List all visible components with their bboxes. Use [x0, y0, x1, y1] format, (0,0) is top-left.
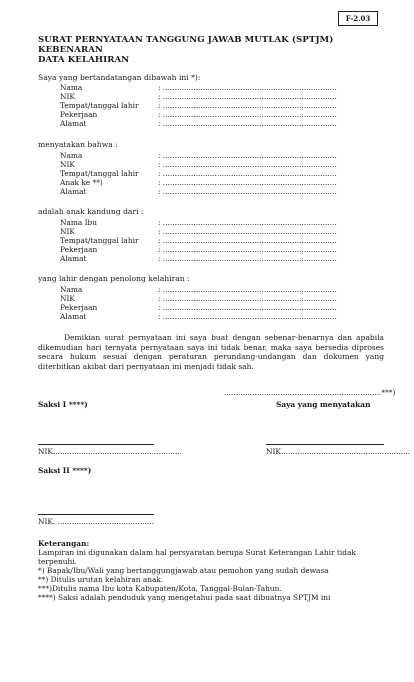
- signature-line-declarant: [266, 444, 384, 445]
- field-label: Alamat: [60, 119, 87, 128]
- fill-dots: : ..........................................................................: [158, 218, 337, 227]
- section-3-heading: adalah anak kandung dari :: [38, 207, 144, 216]
- notes-line: **) Ditulis urutan kelahiran anak.: [38, 575, 164, 584]
- fill-dots: : ..........................................................................: [158, 178, 337, 187]
- notes-line: ****) Saksi adalah penduduk yang mengetahui pada saat dibuatnya SPTJM ini: [38, 593, 331, 602]
- notes-line: *) Bapak/Ibu/Wali yang bertanggungjawab atau pemohon yang sudah dewasa: [38, 566, 329, 575]
- saksi-2-label: Saksi II ****): [38, 466, 92, 475]
- nik-declarant: NIK.......................................................: [266, 447, 411, 456]
- nik-saksi-2: NIK. .........................................: [38, 517, 154, 526]
- document-title: [38, 35, 378, 65]
- field-label: NIK: [60, 227, 75, 236]
- field-label: Alamat: [60, 187, 87, 196]
- fill-dots: : ..........................................................................: [158, 101, 337, 110]
- place-date-line: ...................................................................***): [224, 388, 396, 397]
- form-code-box: F-2.03: [338, 11, 378, 26]
- field-label: Nama Ibu: [60, 218, 98, 227]
- notes-heading: Keterangan:: [38, 539, 90, 548]
- fill-dots: : ..........................................................................: [158, 119, 337, 128]
- field-label: Nama: [60, 151, 83, 160]
- field-label: NIK: [60, 294, 75, 303]
- fill-dots: : ..........................................................................: [158, 236, 337, 245]
- notes-line: ***)Ditulis nama Ibu kota Kabupaten/Kota, Tanggal-Bulan-Tahun.: [38, 584, 282, 593]
- fill-dots: : ..........................................................................: [158, 92, 337, 101]
- section-2-heading: menyatakan bahwa :: [38, 140, 118, 149]
- fill-dots: : ..........................................................................: [158, 227, 337, 236]
- fill-dots: : ..........................................................................: [158, 187, 337, 196]
- statement-paragraph: Demikian surat pernyataan ini saya buat dengan sebenar-benarnya dan apabila dikemudian hari ternyata pernyataan saya ini tidak benar, maka saya bersedia diproses secara hukum sesuai dengan peraturan perundang-undangan dan dokumen yang diterbitkan akibat dari pernyataan ini menjadi tidak sah.: [38, 333, 384, 371]
- fill-dots: : ..........................................................................: [158, 110, 337, 119]
- field-label: Anak ke **): [60, 178, 103, 187]
- field-label: Tempat/tanggal lahir: [60, 236, 139, 245]
- declarant-label: Saya yang menyatakan: [276, 400, 371, 409]
- field-label: Pekerjaan: [60, 303, 98, 312]
- field-label: Tempat/tanggal lahir: [60, 101, 139, 110]
- section-4-heading: yang lahir dengan penolong kelahiran :: [38, 274, 190, 283]
- field-label: Nama: [60, 285, 83, 294]
- fill-dots: : ..........................................................................: [158, 160, 337, 169]
- fill-dots: : ..........................................................................: [158, 245, 337, 254]
- fill-dots: : ..........................................................................: [158, 254, 337, 263]
- field-label: Pekerjaan: [60, 245, 98, 254]
- title-line-2: DATA KELAHIRAN: [38, 55, 130, 65]
- field-label: NIK: [60, 92, 75, 101]
- field-label: Alamat: [60, 254, 87, 263]
- fill-dots: : ..........................................................................: [158, 151, 337, 160]
- title-line-1: SURAT PERNYATAAN TANGGUNG JAWAB MUTLAK (SPTJM) KEBENARAN: [38, 35, 334, 55]
- saksi-1-label: Saksi I ****): [38, 400, 88, 409]
- fill-dots: : ..........................................................................: [158, 303, 337, 312]
- section-1-heading: Saya yang bertandatangan dibawah ini *):: [38, 73, 201, 82]
- field-label: NIK: [60, 160, 75, 169]
- field-label: Nama: [60, 83, 83, 92]
- field-label: Pekerjaan: [60, 110, 98, 119]
- notes-line: terpenuhi.: [38, 557, 77, 566]
- field-label: Tempat/tanggal lahir: [60, 169, 139, 178]
- signature-line-saksi-1: [38, 444, 154, 445]
- notes-block: [38, 539, 388, 602]
- fill-dots: : ..........................................................................: [158, 312, 337, 321]
- fill-dots: : ..........................................................................: [158, 83, 337, 92]
- signature-line-saksi-2: [38, 514, 154, 515]
- nik-saksi-1: NIK.......................................................: [38, 447, 183, 456]
- fill-dots: : ..........................................................................: [158, 294, 337, 303]
- field-label: Alamat: [60, 312, 87, 321]
- fill-dots: : ..........................................................................: [158, 169, 337, 178]
- fill-dots: : ..........................................................................: [158, 285, 337, 294]
- notes-line: Lampiran ini digunakan dalam hal persyaratan berupa Surat Keterangan Lahir tidak: [38, 548, 356, 557]
